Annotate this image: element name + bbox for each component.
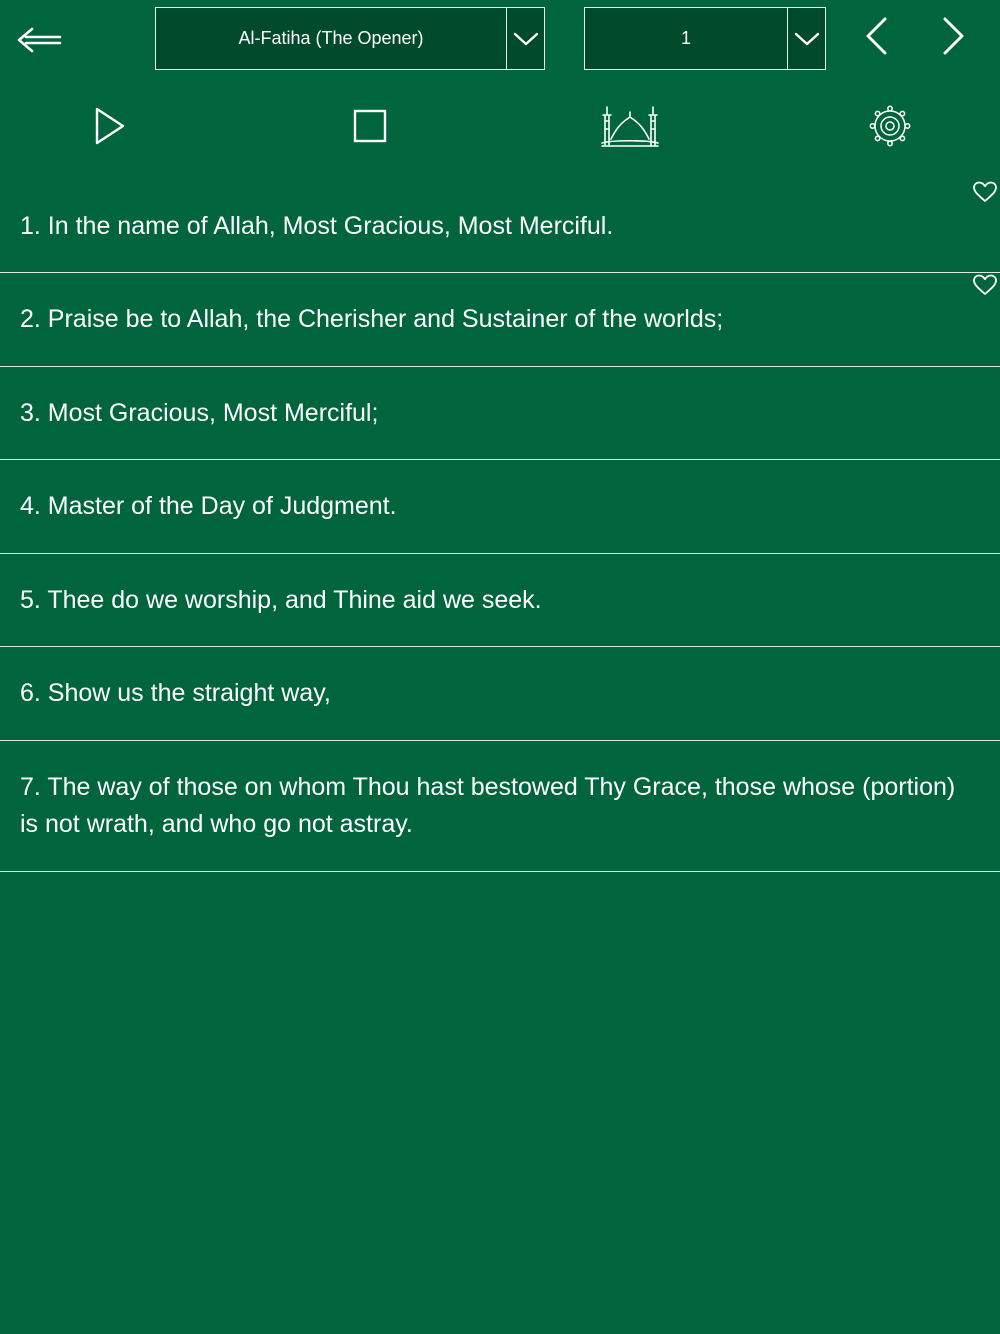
ayah-select-value: 1 <box>585 8 788 69</box>
settings-button[interactable] <box>860 96 920 156</box>
toolbar <box>0 96 1000 156</box>
top-bar <box>0 0 1000 80</box>
heart-icon <box>972 180 998 204</box>
verse-text: 3. Most Gracious, Most Merciful; <box>20 398 379 427</box>
verse-item[interactable] <box>0 647 1000 741</box>
next-button[interactable] <box>934 14 974 60</box>
verse-text: 4. Master of the Day of Judgment. <box>20 492 397 520</box>
heart-icon <box>972 273 998 297</box>
play-button[interactable] <box>80 96 140 156</box>
verse-text: 2. Praise be to Allah, the Cherisher and Sustainer of the worlds; <box>20 305 724 333</box>
verse-text: 1. In the name of Allah, Most Gracious, Most Merciful. <box>20 211 614 240</box>
mosque-icon <box>598 103 662 149</box>
ayah-select-caret[interactable] <box>788 8 825 69</box>
verse-item[interactable] <box>0 741 1000 872</box>
mosque-button[interactable] <box>595 96 665 156</box>
favorite-button[interactable] <box>972 180 998 204</box>
ayah-select[interactable] <box>584 7 826 70</box>
verse-text: 6. Show us the straight way, <box>20 679 331 707</box>
verse-list <box>0 180 1000 872</box>
stop-button[interactable] <box>340 96 400 156</box>
verse-item[interactable] <box>0 554 1000 647</box>
verse-item[interactable] <box>0 367 1000 460</box>
verse-item[interactable] <box>0 180 1000 273</box>
surah-select-caret[interactable] <box>507 8 544 69</box>
verse-text: 5. Thee do we worship, and Thine aid we seek. <box>20 585 542 614</box>
chevron-right-icon <box>934 14 974 60</box>
chevron-down-icon <box>794 31 820 47</box>
verse-item[interactable] <box>0 460 1000 554</box>
surah-select[interactable] <box>155 7 545 70</box>
chevron-down-icon <box>513 31 539 47</box>
favorite-button[interactable] <box>972 273 998 297</box>
arrow-left-icon <box>14 20 64 60</box>
play-icon <box>92 106 128 146</box>
back-button[interactable] <box>14 20 64 60</box>
gear-icon <box>869 105 911 147</box>
stop-icon <box>352 108 388 144</box>
surah-select-value: Al-Fatiha (The Opener) <box>156 8 507 69</box>
verse-item[interactable] <box>0 273 1000 367</box>
verse-text: 7. The way of those on whom Thou hast bestowed Thy Grace, those whose (portion) is not wrath, and who go not astray. <box>20 773 956 838</box>
previous-button[interactable] <box>856 14 896 60</box>
chevron-left-icon <box>856 14 896 60</box>
